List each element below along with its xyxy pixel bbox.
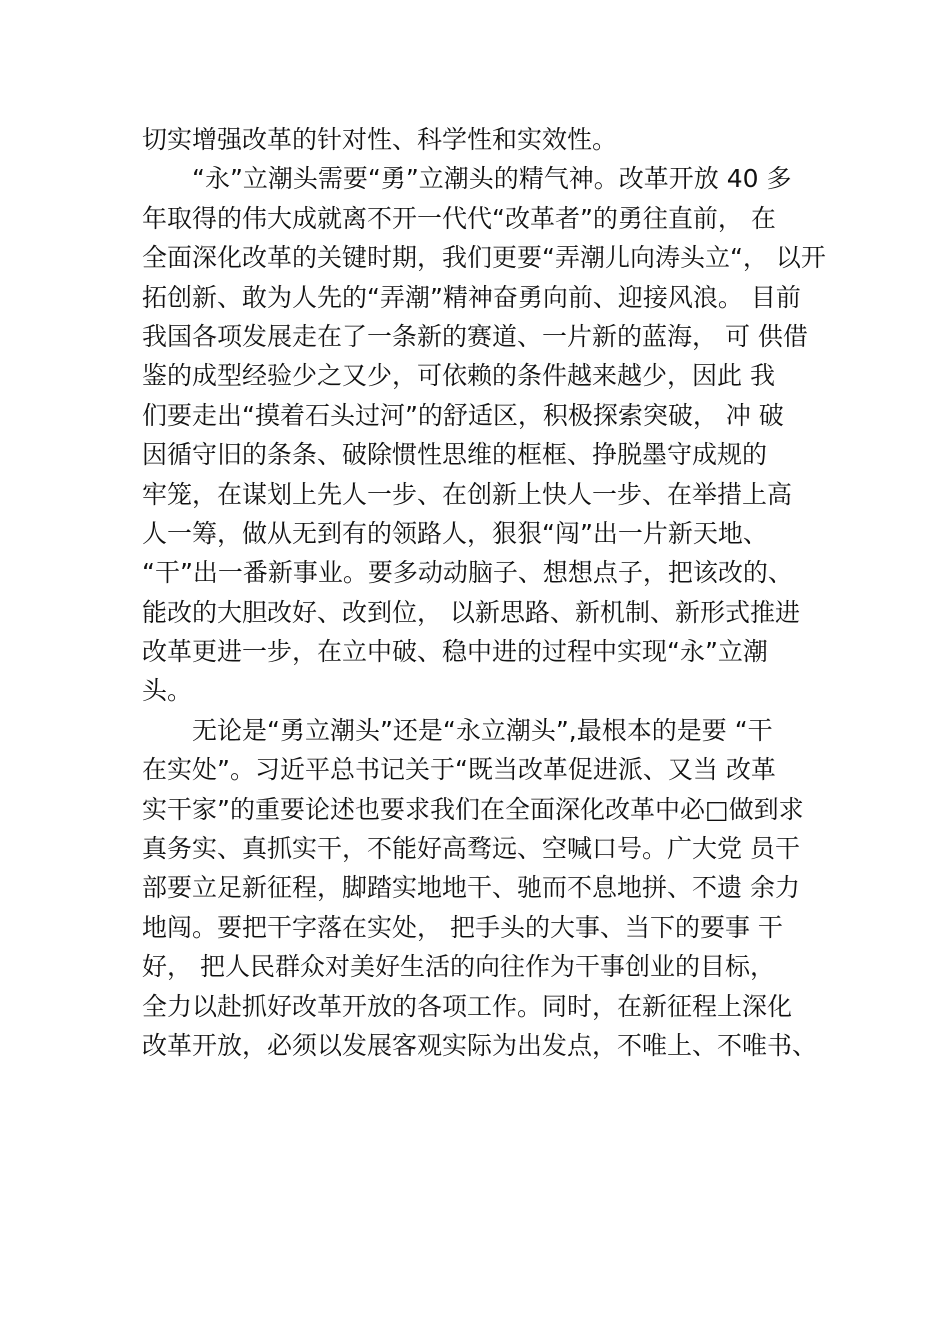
text-line: 能改的大胆改好、改到位， 以新思路、新机制、新形式推进 xyxy=(142,597,800,627)
text-line: 改革开放，必须以发展客观实际为出发点，不唯上、不唯书、 xyxy=(142,1030,818,1060)
text-line: 地闯。要把干字落在实处， 把手头的大事、当下的要事 干 xyxy=(142,912,783,942)
body-text xyxy=(142,120,826,1065)
text-line: 切实增强改革的针对性、科学性和实效性。 xyxy=(142,125,618,154)
text-line: 全力以赴抓好改革开放的各项工作。同时，在新征程上深化 xyxy=(142,991,793,1021)
text-line: 在实处”。习近平总书记关于“既当改革促进派、又当 改革 xyxy=(142,755,776,785)
paragraph-start-line: “永”立潮头需要“勇”立潮头的精气神。改革开放 40 多 xyxy=(192,164,792,194)
text-line: 鉴的成型经验少之又少，可依赖的条件越来越少，因此 我 xyxy=(142,361,775,391)
text-line: 拓创新、敢为人先的“弄潮”精神奋勇向前、迎接风浪。 目前 xyxy=(142,282,801,312)
text-line: 全面深化改革的关键时期，我们更要“弄潮儿向涛头立“， 以开 xyxy=(142,243,826,273)
text-line: 真务实、真抓实干，不能好高骛远、空喊口号。广大党 员干 xyxy=(142,834,800,864)
text-line: 因循守旧的条条、破除惯性思维的框框、挣脱墨守成规的 xyxy=(142,440,768,470)
text-line: 们要走出“摸着石头过河”的舒适区，积极探索突破， 冲 破 xyxy=(142,400,784,430)
text-line: 改革更进一步，在立中破、稳中进的过程中实现“永”立潮 xyxy=(142,637,768,667)
text-line: 头。 xyxy=(142,676,193,706)
text-line: 牢笼，在谋划上先人一步、在创新上快人一步、在举措上高 xyxy=(142,479,793,509)
text-line: “干”出一番新事业。要多动动脑子、想想点子，把该改的、 xyxy=(142,558,793,588)
text-line: 好， 把人民群众对美好生活的向往作为干事创业的目标， xyxy=(142,952,775,982)
text-line: 我国各项发展走在了一条新的赛道、一片新的蓝海， 可 供借 xyxy=(142,321,808,351)
text-line: 人一筹，做从无到有的领路人，狠狠“闯”出一片新天地、 xyxy=(142,518,768,548)
text-line: 实干家”的重要论述也要求我们在全面深化改革中必□做到求 xyxy=(142,794,804,824)
text-line: 部要立足新征程，脚踏实地地干、驰而不息地拼、不遗 余力 xyxy=(142,873,800,903)
text-line: 年取得的伟大成就离不开一代代“改革者”的勇往直前， 在 xyxy=(142,203,776,233)
paragraph-start-line: 无论是“勇立潮头”还是“永立潮头”,最根本的是要 “干 xyxy=(192,715,773,745)
